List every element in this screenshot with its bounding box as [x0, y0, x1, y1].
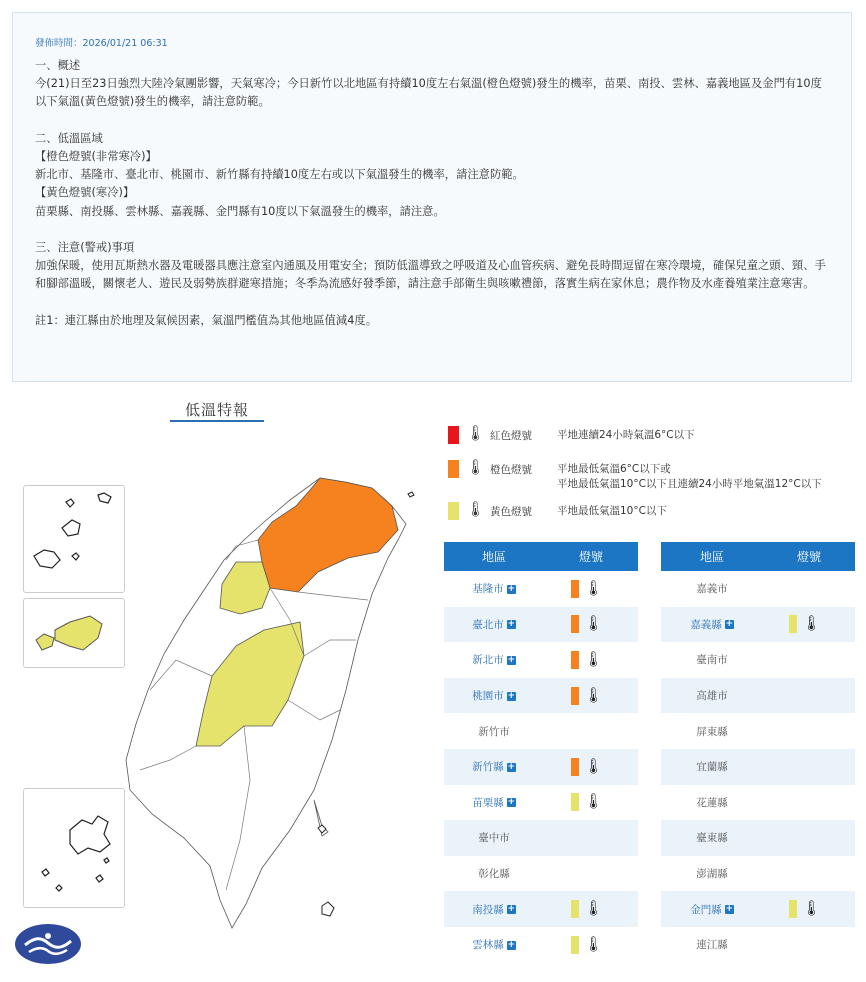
thermometer-icon: 🌡	[584, 899, 604, 918]
area-cell[interactable]	[444, 891, 544, 927]
signal-indicator	[571, 614, 611, 634]
signal-color-bar	[571, 900, 579, 918]
expand-plus-icon[interactable]: +	[507, 904, 516, 915]
kinmen-islands	[36, 616, 102, 650]
table-row	[661, 713, 855, 749]
area-cell	[661, 713, 763, 749]
table-row	[661, 642, 855, 678]
area-name: 新竹市	[478, 725, 510, 738]
area-name: 高雄市	[696, 690, 728, 703]
area-cell[interactable]	[661, 607, 763, 643]
signal-color-bar	[571, 758, 579, 776]
legend-swatch-red	[448, 426, 459, 444]
table-row	[444, 927, 638, 963]
signal-indicator	[571, 579, 611, 599]
table-row	[661, 678, 855, 714]
signal-cell	[544, 678, 638, 714]
area-cell[interactable]	[444, 642, 544, 678]
area-name: 臺中市	[478, 832, 510, 845]
area-cell	[661, 927, 763, 963]
area-cell	[661, 678, 763, 714]
signal-color-bar	[571, 615, 579, 633]
area-cell	[661, 642, 763, 678]
area-name[interactable]: 金門縣	[690, 903, 722, 916]
area-name: 嘉義市	[696, 583, 728, 596]
signal-color-bar	[571, 687, 579, 705]
area-name[interactable]: 苗栗縣	[472, 796, 504, 809]
signal-cell	[544, 891, 638, 927]
expand-plus-icon[interactable]: +	[507, 939, 516, 950]
signal-cell	[544, 642, 638, 678]
area-name: 臺東縣	[696, 832, 728, 845]
area-cell	[661, 856, 763, 892]
area-name[interactable]: 桃園市	[472, 690, 504, 703]
alerts-table-left	[444, 542, 638, 963]
legend-desc: 平地最低氣溫10°C以下	[557, 505, 667, 517]
thermometer-icon: 🌡	[466, 458, 486, 476]
table-row	[444, 891, 638, 927]
legend-desc: 平地最低氣溫6°C以下或 平地最低氣溫10°C以下且連續24小時平地氣溫12°C以下	[557, 463, 822, 490]
signal-indicator	[571, 792, 611, 812]
area-cell	[444, 713, 544, 749]
thermometer-icon: 🌡	[584, 934, 604, 953]
area-name[interactable]: 新竹縣	[472, 761, 504, 774]
expand-plus-icon[interactable]: +	[507, 690, 516, 701]
table-row	[444, 785, 638, 821]
legend-name: 橙色燈號	[490, 464, 532, 476]
table-row	[444, 642, 638, 678]
thermometer-icon: 🌡	[466, 500, 486, 518]
signal-indicator	[571, 650, 611, 670]
signal-cell	[544, 856, 638, 892]
area-cell[interactable]	[444, 785, 544, 821]
table-row	[444, 749, 638, 785]
area-cell[interactable]	[444, 678, 544, 714]
signal-cell	[544, 927, 638, 963]
area-cell[interactable]	[444, 607, 544, 643]
area-cell	[661, 820, 763, 856]
signal-color-bar	[789, 615, 797, 633]
table-row	[661, 891, 855, 927]
signal-indicator	[571, 935, 611, 955]
area-name: 臺南市	[696, 654, 728, 667]
signal-indicator	[789, 614, 829, 634]
signal-cell	[763, 678, 855, 714]
signal-indicator	[571, 899, 611, 919]
area-cell	[444, 820, 544, 856]
area-name: 屏東縣	[696, 725, 728, 738]
taiwan-main-island	[126, 478, 406, 928]
map-title: 低溫特報	[184, 401, 249, 419]
area-name[interactable]: 嘉義縣	[690, 618, 722, 631]
table-row	[444, 678, 638, 714]
signal-cell	[763, 891, 855, 927]
legend-name: 紅色燈號	[490, 430, 532, 442]
signal-cell	[763, 785, 855, 821]
table-row	[661, 785, 855, 821]
area-cell[interactable]	[444, 749, 544, 785]
cwa-logo-mark	[15, 924, 81, 964]
table-row	[661, 749, 855, 785]
area-cell	[444, 856, 544, 892]
publish-time: 發佈時間：2026/01/21 06:31	[35, 38, 168, 49]
expand-plus-icon[interactable]: +	[507, 583, 516, 594]
legend-name: 黃色燈號	[490, 506, 532, 518]
signal-color-bar	[571, 651, 579, 669]
area-name: 宜蘭縣	[696, 761, 728, 774]
signal-cell	[763, 607, 855, 643]
table-row	[661, 927, 855, 963]
area-name[interactable]: 雲林縣	[472, 939, 504, 952]
column-header-signal: 燈號	[763, 542, 855, 571]
table-row	[444, 571, 638, 607]
area-name[interactable]: 臺北市	[472, 618, 504, 631]
table-row	[444, 820, 638, 856]
area-name[interactable]: 南投縣	[472, 903, 504, 916]
signal-cell	[763, 571, 855, 607]
signal-cell	[544, 749, 638, 785]
signal-color-bar	[571, 580, 579, 598]
legend-swatch-yellow	[448, 502, 459, 520]
table-row	[444, 607, 638, 643]
area-name: 彰化縣	[478, 868, 510, 881]
table-row	[661, 607, 855, 643]
expand-plus-icon[interactable]: +	[725, 904, 734, 915]
expand-plus-icon[interactable]: +	[507, 761, 516, 772]
area-cell	[661, 571, 763, 607]
expand-plus-icon[interactable]: +	[725, 619, 734, 630]
thermometer-icon: 🌡	[584, 756, 604, 775]
table-row	[661, 571, 855, 607]
area-name: 連江縣	[696, 939, 728, 952]
expand-plus-icon[interactable]: +	[507, 619, 516, 630]
signal-cell	[763, 856, 855, 892]
signal-color-bar	[571, 793, 579, 811]
signal-cell	[763, 713, 855, 749]
area-name: 澎湖縣	[696, 868, 728, 881]
column-header-area: 地區	[661, 542, 763, 571]
signal-cell	[544, 785, 638, 821]
penghu-islands	[42, 816, 110, 891]
area-cell[interactable]	[661, 891, 763, 927]
signal-indicator	[789, 899, 829, 919]
lienchiang-islands	[34, 493, 111, 568]
area-name[interactable]: 基隆市	[472, 583, 504, 596]
table-row	[444, 713, 638, 749]
area-cell[interactable]	[444, 927, 544, 963]
thermometer-icon: 🌡	[802, 899, 822, 918]
signal-cell	[763, 642, 855, 678]
signal-color-bar	[789, 900, 797, 918]
warning-text: 一、概述 今(21)日至23日強烈大陸冷氣團影響，天氣寒冷；今日新竹以北地區有持續10度左右氣溫(橙色燈號)發生的機率，苗栗、南投、雲林、嘉義地區及金門有10度以下氣溫(黃色燈號)發生的機率，請注意防範。 二、低溫區域 【橙色燈號(非常寒冷)】 新北市、基隆市、臺北市、桃園市、新竹縣有持續10度左右或以下氣溫發生的機率，請注意防範。 【黃色燈號(寒冷)】 苗栗縣、南投縣、雲林縣、嘉義縣、金門縣有10度以下氣溫發生的機率，請注意。 三、注意(警戒)事項 加強保暖，使用瓦斯熱水器及電暖器具應注意室內通風及用電安全；預防低溫導致之呼吸道及心血管疾病、避免長時間逗留在寒冷環境，確保兒童之頭、頸、手和腳部溫暖，關懷老人、遊民及弱勢族群避寒措施；冬季為流感好發季節，請注意手部衛生與咳嗽禮節，落實生病在家休息；農作物及水產養殖業注意寒害。 註1：連江縣由於地理及氣候因素，氣溫門檻值為其他地區值減4度。	[35, 59, 826, 327]
thermometer-icon: 🌡	[466, 424, 486, 442]
area-cell	[661, 749, 763, 785]
signal-cell	[544, 820, 638, 856]
signal-cell	[763, 927, 855, 963]
thermometer-icon: 🌡	[802, 614, 822, 633]
area-name: 花蓮縣	[696, 796, 728, 809]
alerts-table-right	[661, 542, 855, 963]
column-header-area: 地區	[444, 542, 544, 571]
table-row	[444, 856, 638, 892]
expand-plus-icon[interactable]: +	[507, 654, 516, 665]
signal-indicator	[571, 686, 611, 706]
table-row	[661, 820, 855, 856]
signal-indicator	[571, 757, 611, 777]
area-cell	[661, 785, 763, 821]
signal-color-bar	[571, 936, 579, 954]
signal-cell	[544, 571, 638, 607]
signal-cell	[763, 820, 855, 856]
legend-swatch-orange	[448, 460, 459, 478]
cwa-logo	[15, 924, 81, 964]
thermometer-icon: 🌡	[584, 792, 604, 811]
thermometer-icon: 🌡	[584, 578, 604, 597]
thermometer-icon: 🌡	[584, 614, 604, 633]
signal-cell	[544, 713, 638, 749]
legend-desc: 平地連續24小時氣溫6°C以下	[557, 429, 695, 441]
expand-plus-icon[interactable]: +	[507, 797, 516, 808]
signal-cell	[544, 607, 638, 643]
column-header-signal: 燈號	[544, 542, 638, 571]
thermometer-icon: 🌡	[584, 685, 604, 704]
table-row	[661, 856, 855, 892]
area-cell[interactable]	[444, 571, 544, 607]
thermometer-icon: 🌡	[584, 649, 604, 668]
signal-cell	[763, 749, 855, 785]
area-name[interactable]: 新北市	[472, 654, 504, 667]
